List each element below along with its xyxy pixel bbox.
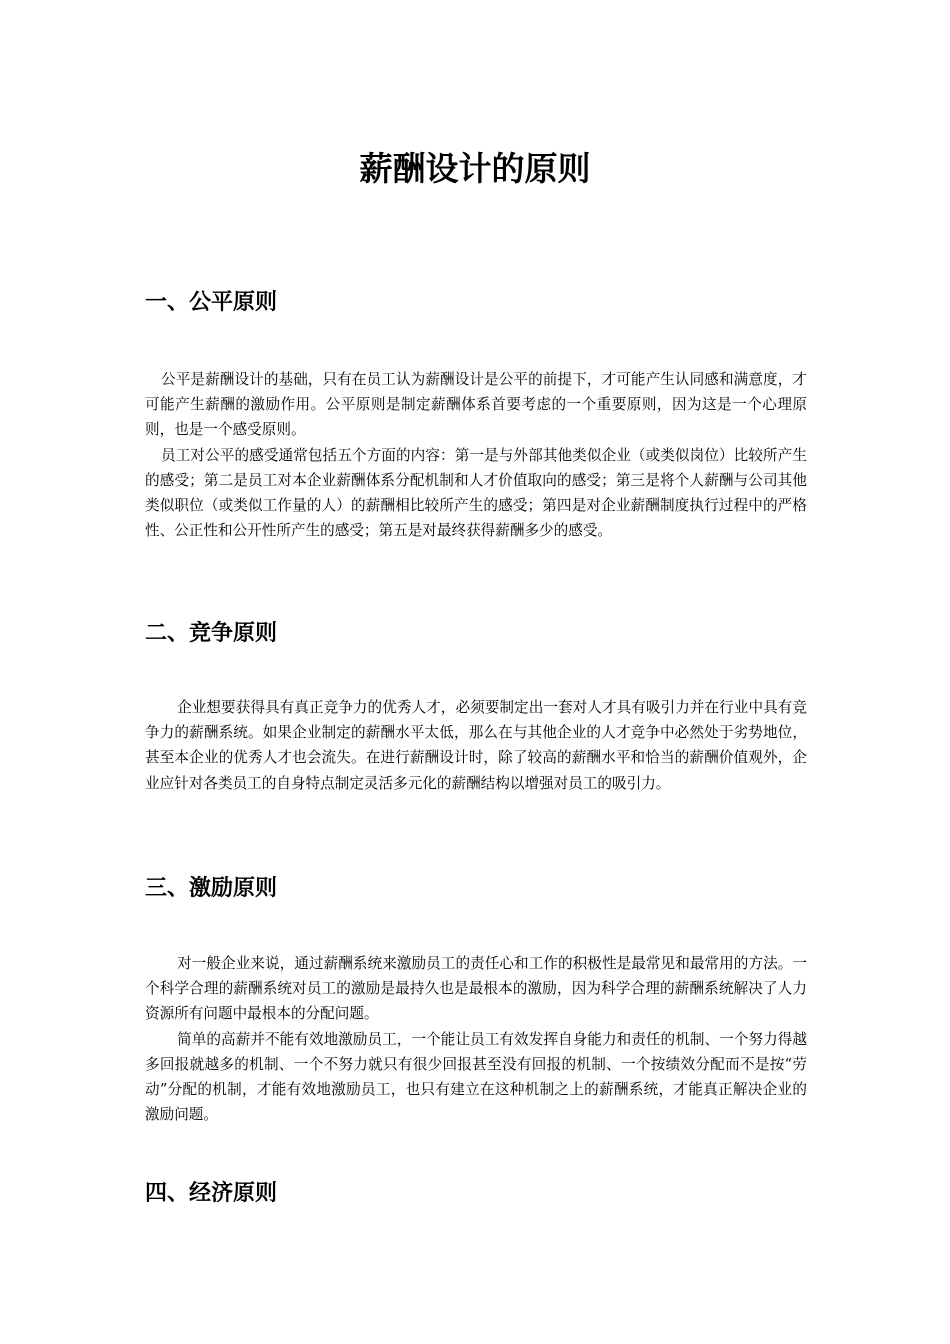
paragraph: 员工对公平的感受通常包括五个方面的内容：第一是与外部其他类似企业（或类似岗位）比较所产生的感受；第二是员工对本企业薪酬体系分配机制和人才价值取向的感受；第三是将个人薪酬与公司其他类似职位（或类似工作量的人）的薪酬相比较所产生的感受；第四是对企业薪酬制度执行过程中的严格性、公正性和公开性所产生的感受；第五是对最终获得薪酬多少的感受。: [145, 446, 807, 540]
section-heading-economy: 四、经济原则: [145, 1181, 278, 1206]
paragraph: 企业想要获得具有真正竞争力的优秀人才，必须要制定出一套对人才具有吸引力并在行业中具有竞争力的薪酬系统。如果企业制定的薪酬水平太低，那么在与其他企业的人才竞争中必然处于劣势地位，甚至本企业的优秀人才也会流失。在进行薪酬设计时，除了较高的薪酬水平和恰当的薪酬价值观外，企业应针对各类员工的自身特点制定灵活多元化的薪酬结构以增强对员工的吸引力。: [145, 699, 807, 792]
section-body-fairness: [145, 367, 807, 543]
paragraph: 对一般企业来说，通过薪酬系统来激励员工的责任心和工作的积极性是最常见和最常用的方法。一个科学合理的薪酬系统对员工的激励是最持久也是最根本的激励，因为科学合理的薪酬系统解决了人力资源所有问题中最根本的分配问题。: [145, 955, 807, 1023]
section-body-competition: [145, 695, 807, 796]
page-title: 薪酬设计的原则: [359, 149, 591, 188]
paragraph: 公平是薪酬设计的基础，只有在员工认为薪酬设计是公平的前提下，才可能产生认同感和满意度，才可能产生薪酬的激励作用。公平原则是制定薪酬体系首要考虑的一个重要原则，因为这是一个心理原则，也是一个感受原则。: [145, 371, 807, 439]
section-body-incentive: [145, 951, 807, 1127]
section-heading-incentive: 三、激励原则: [145, 876, 278, 901]
section-heading-fairness: 一、公平原则: [145, 290, 278, 315]
section-heading-competition: 二、竞争原则: [145, 621, 278, 646]
paragraph: 简单的高薪并不能有效地激励员工，一个能让员工有效发挥自身能力和责任的机制、一个努力得越多回报就越多的机制、一个不努力就只有很少回报甚至没有回报的机制、一个按绩效分配而不是按“劳动”分配的机制，才能有效地激励员工，也只有建立在这种机制之上的薪酬系统，才能真正解决企业的激励问题。: [145, 1030, 807, 1124]
